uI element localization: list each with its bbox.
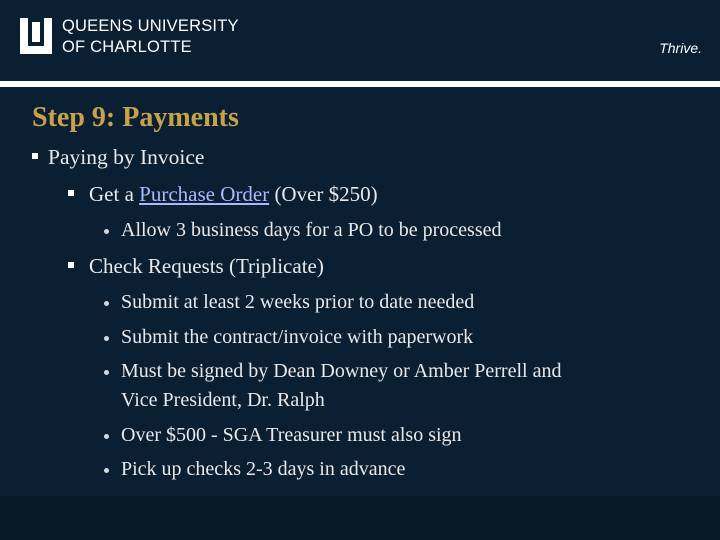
bullet-text-prefix: Get a (89, 182, 140, 206)
header-divider (0, 81, 720, 87)
bullet-text: Must be signed by Dean Downey or Amber Perrell and (121, 360, 562, 382)
round-bullet-icon (104, 370, 109, 375)
round-bullet-icon (104, 434, 109, 439)
list-item (104, 291, 474, 314)
bullet-po-note (104, 219, 502, 242)
round-bullet-icon (104, 301, 109, 306)
bullet-text: Vice President, Dr. Ralph (121, 389, 325, 411)
bullet-check-requests (68, 254, 324, 279)
bullet-text-suffix: (Over $250) (269, 182, 378, 206)
round-bullet-icon (104, 229, 109, 234)
bullet-purchase-order (68, 182, 378, 207)
square-bullet-icon (68, 262, 74, 268)
bullet-text: Allow 3 business days for a PO to be processed (121, 219, 502, 241)
tagline: Thrive. (659, 40, 702, 56)
bullet-text: Paying by Invoice (48, 145, 205, 169)
round-bullet-icon (104, 468, 109, 473)
list-item (104, 360, 561, 383)
slide-title: Step 9: Payments (32, 102, 239, 133)
bullet-text: Submit at least 2 weeks prior to date needed (121, 291, 475, 313)
list-item (104, 326, 473, 349)
bullet-text: Submit the contract/invoice with paperwork (121, 326, 474, 348)
university-logo-icon (18, 16, 54, 58)
square-bullet-icon (68, 190, 74, 196)
header-bar (0, 0, 720, 81)
round-bullet-icon (104, 336, 109, 341)
list-item-continuation (121, 389, 325, 412)
list-item (104, 458, 405, 481)
bullet-text: Pick up checks 2-3 days in advance (121, 458, 406, 480)
bullet-paying-by-invoice (32, 145, 204, 170)
logo-line-1: QUEENS UNIVERSITY (62, 17, 239, 35)
list-item (104, 424, 462, 447)
bullet-text: Check Requests (Triplicate) (89, 254, 324, 278)
bullet-text: Over $500 - SGA Treasurer must also sign (121, 424, 462, 446)
purchase-order-link[interactable]: Purchase Order (139, 182, 270, 206)
university-name (62, 16, 239, 58)
footer-bar (0, 496, 720, 540)
square-bullet-icon (32, 153, 38, 159)
logo-line-2: OF CHARLOTTE (62, 38, 192, 56)
